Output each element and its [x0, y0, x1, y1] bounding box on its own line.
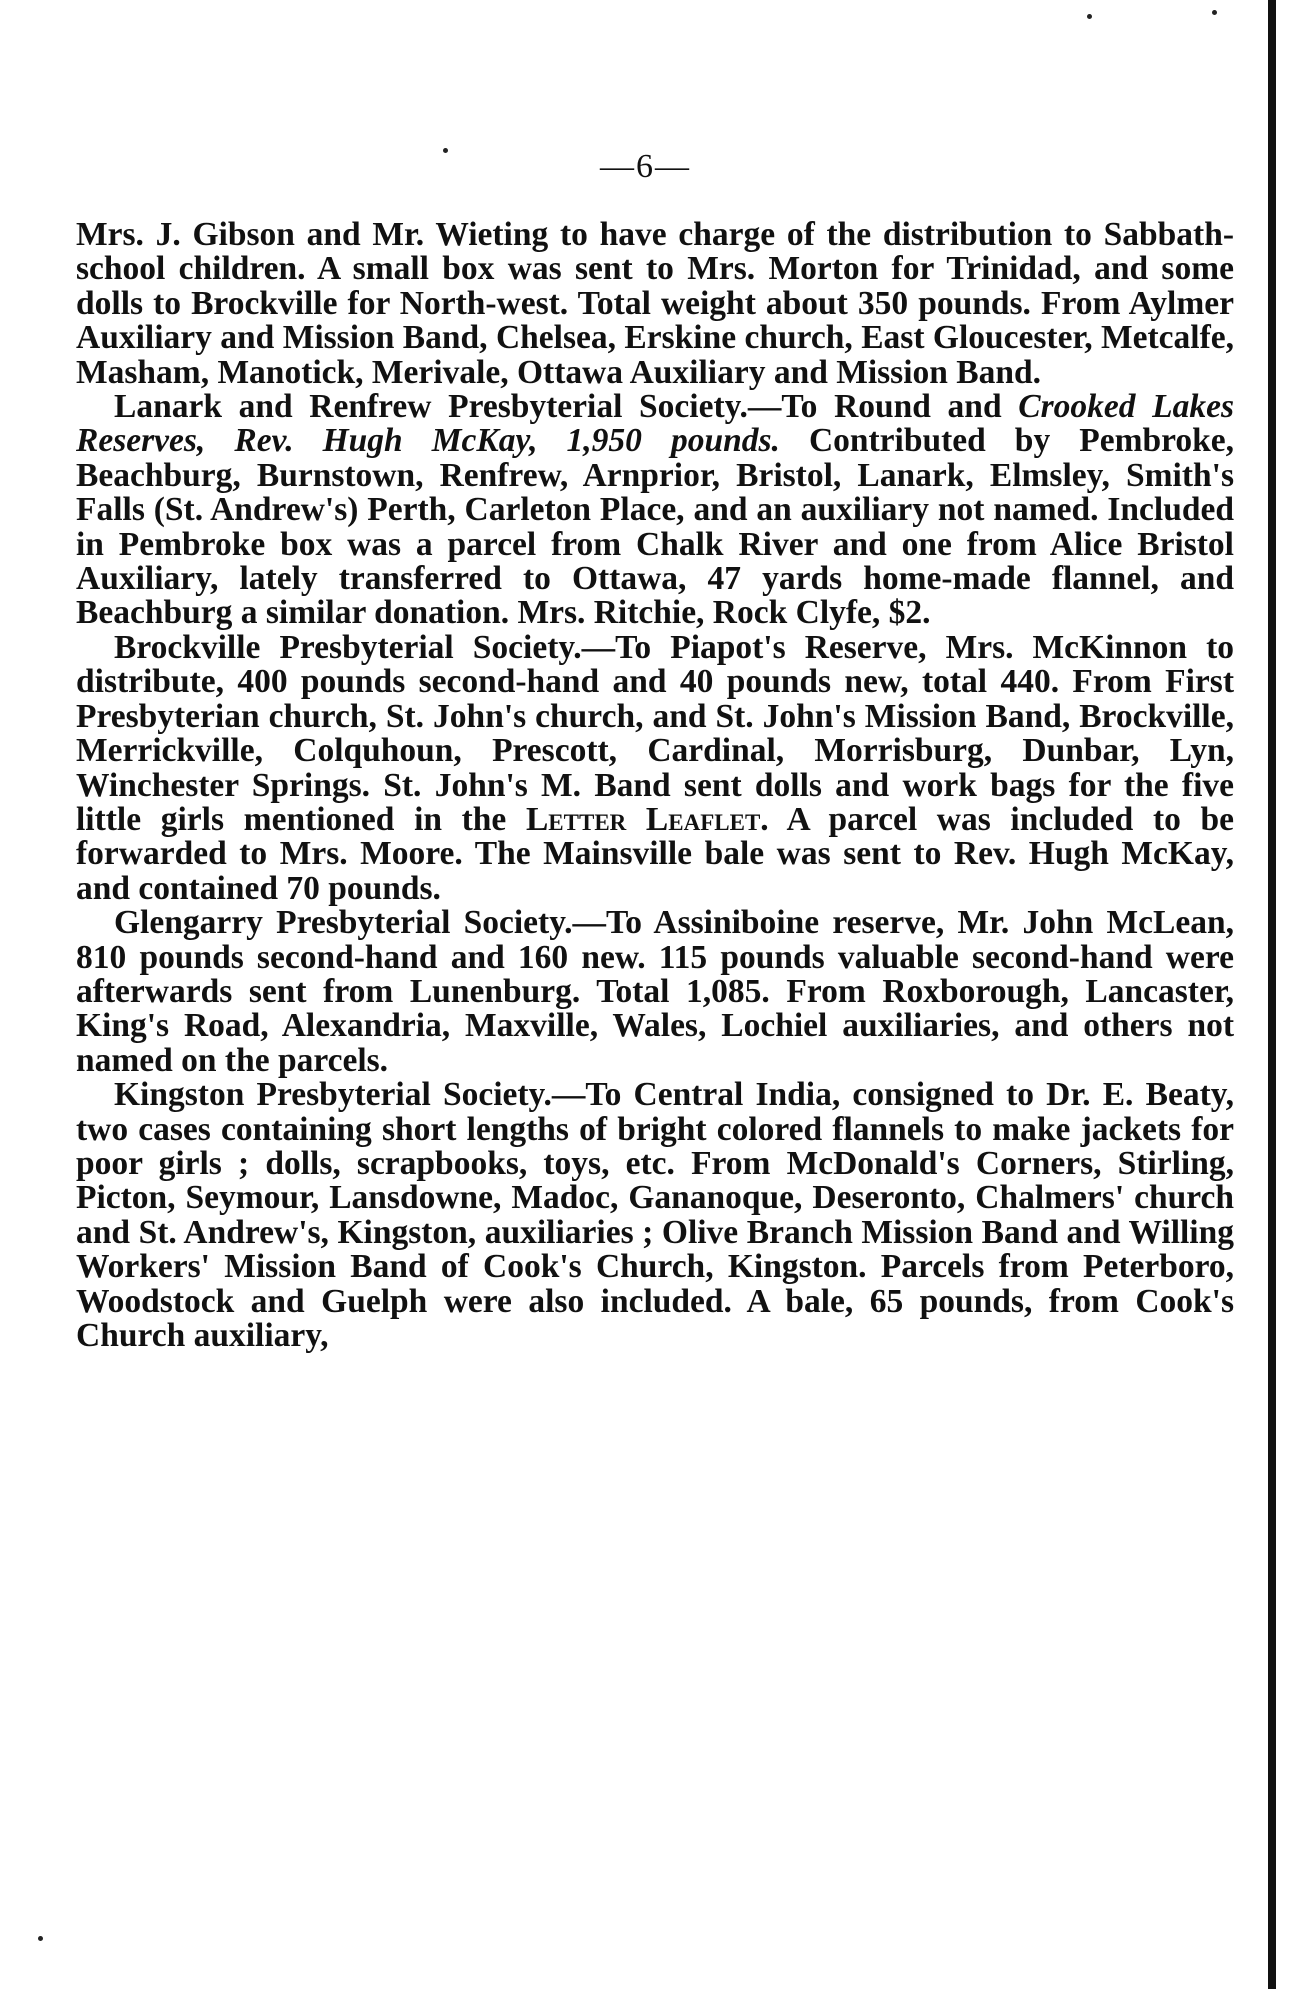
- paragraph-5-rest: —To Central India, consigned to Dr. E. Beaty, two cases containing short lengths of bright colored flannels to make jackets for poor girls ; dolls, scrapbooks, toys, etc. From McDonald's Corners, Stirling, Picton, Seymour, Lansdowne, Madoc, Gananoque, Deseronto, Chalmers' church and St. Andrew's, Kingston, auxiliaries ; Olive Branch Mission Band and Willing Workers' Mission Band of Cook's Church, Kingston. Parcels from Peterboro, Woodstock and Guelph were also included. A bale, 65 pounds, from Cook's Church auxiliary,: [76, 1076, 1234, 1354]
- paragraph-1-text: Mrs. J. Gibson and Mr. Wieting to have charge of the distribution to Sabbath-school children. A small box was sent to Mrs. Morton for Trinidad, and some dolls to Brockville for North-west. Total weight about 350 pounds. From Aylmer Auxiliary and Mission Band, Chelsea, Erskine church, East Gloucester, Metcalfe, Masham, Manotick, Merivale, Ottawa Auxiliary and Mission Band.: [76, 216, 1234, 391]
- letter-leaflet-title: Letter Leaflet: [525, 800, 761, 838]
- paragraph-1: [76, 218, 1234, 390]
- paragraph-2-mid: —To Round and: [747, 388, 1019, 426]
- page-number: —6—: [600, 148, 691, 185]
- paragraph-3-after: . A parcel was included to be forwarded to Mrs. Moore. The Mainsville bale was sent to Rev. Hugh McKay, and contained 70 pounds.: [76, 800, 1235, 907]
- paragraph-2-rest: Contributed by Pembroke, Beachburg, Burnstown, Renfrew, Arnprior, Bristol, Lanark, Elmsley, Smith's Falls (St. Andrew's) Perth, Carleton Place, and an auxiliary not named. Included in Pembroke box was a parcel from Chalk River and one from Alice Bristol Auxiliary, lately transferred to Ottawa, 47 yards home-made flannel, and Beachburg a similar donation. Mrs. Ritchie, Rock Clyfe, $2.: [76, 422, 1234, 632]
- paragraph-glengarry: [76, 906, 1234, 1078]
- document-body: [76, 218, 1234, 1353]
- paragraph-brockville: [76, 628, 1235, 907]
- society-heading-kingston: Kingston Presbyterial Society.: [114, 1076, 552, 1114]
- paragraph-3-before: —To Piapot's Reserve, Mrs. McKinnon to distribute, 400 pounds second-hand and 40 pounds new, total 440. From First Presbyterian church, St. John's church, and St. John's Mission Band, Brockville, Merrickville, Colquhoun, Prescott, Cardinal, Morrisburg, Dunbar, Lyn, Winchester Springs. St. John's M. Band sent dolls and work bags for the five little girls mentioned in the: [76, 628, 1234, 838]
- scan-edge: [1268, 0, 1276, 1989]
- society-heading-brockville: Brockville Presbyterial Society.: [114, 628, 582, 666]
- scan-speck: [1087, 14, 1092, 19]
- paragraph-2-italic: Crooked Lakes Reserves, Rev. Hugh McKay, 1,950 pounds.: [76, 388, 1235, 460]
- society-heading-glengarry: Glengarry Presbyterial Society.: [114, 904, 573, 942]
- paragraph-kingston: [76, 1078, 1234, 1353]
- paragraph-lanark-renfrew: [76, 390, 1234, 631]
- scan-speck: [1212, 10, 1217, 15]
- paragraph-4-rest: —To Assiniboine reserve, Mr. John McLean, 810 pounds second-hand and 160 new. 115 pounds valuable second-hand were afterwards sent from Lunenburg. Total 1,085. From Roxborough, Lancaster, King's Road, Alexandria, Maxville, Wales, Lochiel auxiliaries, and others not named on the parcels.: [76, 904, 1235, 1079]
- scan-speck: [38, 1936, 43, 1941]
- society-heading-lanark-renfrew: Lanark and Renfrew Presbyterial Society.: [114, 388, 748, 426]
